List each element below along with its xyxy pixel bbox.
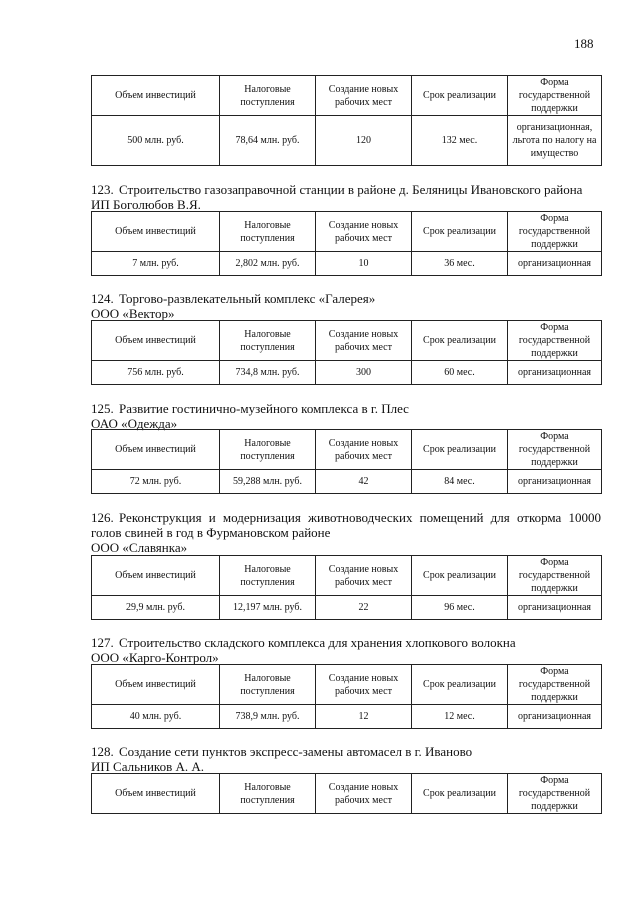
cell-jobs: 22 [316,596,412,620]
table-header-row [92,556,602,596]
project-company: ИП Сальников А. А. [91,759,204,774]
cell-term: 12 мес. [412,705,508,729]
table-header-row [92,665,602,705]
header-investment-volume: Объем инвестиций [92,321,220,361]
header-tax-revenue: Налоговые поступления [220,430,316,470]
cell-tax: 734,8 млн. руб. [220,361,316,385]
project-title: Строительство газозаправочной станции в районе д. Беляницы Ивановского района [119,182,583,197]
project-title: Развитие гостинично-музейного комплекса в г. Плес [119,401,409,416]
project-company: ООО «Карго-Контрол» [91,650,219,665]
project-title: Торгово-развлекательный комплекс «Галерея» [119,291,376,306]
header-tax-revenue: Налоговые поступления [220,556,316,596]
header-term: Срок реализации [412,430,508,470]
investment-table [91,664,602,729]
table-row [92,705,602,729]
cell-tax: 2,802 млн. руб. [220,252,316,276]
header-support-form: Форма государственной поддержки [508,774,602,814]
table-row [92,252,602,276]
header-support-form: Форма государственной поддержки [508,556,602,596]
header-tax-revenue: Налоговые поступления [220,321,316,361]
cell-tax: 78,64 млн. руб. [220,116,316,166]
cell-term: 36 мес. [412,252,508,276]
header-tax-revenue: Налоговые поступления [220,665,316,705]
header-new-jobs: Создание новых рабочих мест [316,321,412,361]
header-tax-revenue: Налоговые поступления [220,76,316,116]
cell-term: 96 мес. [412,596,508,620]
project-title: Реконструкция и модернизация животноводческих помещений для откорма 10000 [119,510,601,525]
project-number: 127. [91,635,114,650]
cell-jobs: 12 [316,705,412,729]
project-heading [91,182,601,212]
project-number: 128. [91,744,114,759]
investment-table [91,429,602,494]
cell-investment: 29,9 млн. руб. [92,596,220,620]
project-number: 126. [91,510,114,525]
investment-table [91,555,602,620]
header-new-jobs: Создание новых рабочих мест [316,212,412,252]
cell-jobs: 42 [316,470,412,494]
cell-investment: 500 млн. руб. [92,116,220,166]
project-number: 125. [91,401,114,416]
header-investment-volume: Объем инвестиций [92,556,220,596]
header-new-jobs: Создание новых рабочих мест [316,430,412,470]
cell-investment: 72 млн. руб. [92,470,220,494]
project-company: ОАО «Одежда» [91,416,178,431]
project-title: Строительство складского комплекса для хранения хлопкового волокна [119,635,516,650]
header-term: Срок реализации [412,774,508,814]
project-title-line2: голов свиней в год в Фурмановском районе [91,525,331,540]
table-row [92,361,602,385]
cell-support: организационная, льгота по налогу на имущество [508,116,602,166]
project-number: 123. [91,182,114,197]
cell-jobs: 10 [316,252,412,276]
cell-support: организационная [508,361,602,385]
header-support-form: Форма государственной поддержки [508,321,602,361]
cell-support: организационная [508,252,602,276]
project-heading [91,291,601,321]
table-row [92,470,602,494]
cell-term: 132 мес. [412,116,508,166]
cell-term: 84 мес. [412,470,508,494]
header-investment-volume: Объем инвестиций [92,774,220,814]
header-support-form: Форма государственной поддержки [508,212,602,252]
project-company: ООО «Славянка» [91,540,188,555]
cell-support: организационная [508,470,602,494]
cell-investment: 756 млн. руб. [92,361,220,385]
header-term: Срок реализации [412,665,508,705]
table-row [92,116,602,166]
header-investment-volume: Объем инвестиций [92,665,220,705]
header-term: Срок реализации [412,556,508,596]
cell-investment: 7 млн. руб. [92,252,220,276]
cell-support: организационная [508,705,602,729]
project-heading [91,510,601,555]
project-number: 124. [91,291,114,306]
cell-tax: 738,9 млн. руб. [220,705,316,729]
header-tax-revenue: Налоговые поступления [220,774,316,814]
header-support-form: Форма государственной поддержки [508,76,602,116]
investment-table-continued [91,75,602,166]
header-new-jobs: Создание новых рабочих мест [316,76,412,116]
header-term: Срок реализации [412,76,508,116]
table-header-row [92,76,602,116]
header-support-form: Форма государственной поддержки [508,430,602,470]
project-company: ООО «Вектор» [91,306,175,321]
cell-support: организационная [508,596,602,620]
header-investment-volume: Объем инвестиций [92,76,220,116]
project-company: ИП Боголюбов В.Я. [91,197,201,212]
table-header-row [92,212,602,252]
project-heading [91,744,601,774]
investment-table [91,211,602,276]
header-tax-revenue: Налоговые поступления [220,212,316,252]
header-new-jobs: Создание новых рабочих мест [316,774,412,814]
cell-jobs: 120 [316,116,412,166]
header-investment-volume: Объем инвестиций [92,212,220,252]
header-investment-volume: Объем инвестиций [92,430,220,470]
investment-table [91,320,602,385]
cell-jobs: 300 [316,361,412,385]
cell-tax: 59,288 млн. руб. [220,470,316,494]
table-header-row [92,774,602,814]
header-new-jobs: Создание новых рабочих мест [316,556,412,596]
page-number: 188 [574,36,594,51]
project-heading [91,635,601,665]
header-support-form: Форма государственной поддержки [508,665,602,705]
project-title: Создание сети пунктов экспресс-замены автомасел в г. Иваново [119,744,473,759]
project-heading [91,401,601,431]
table-header-row [92,321,602,361]
header-new-jobs: Создание новых рабочих мест [316,665,412,705]
header-term: Срок реализации [412,212,508,252]
investment-table [91,773,602,814]
cell-tax: 12,197 млн. руб. [220,596,316,620]
header-term: Срок реализации [412,321,508,361]
cell-investment: 40 млн. руб. [92,705,220,729]
table-row [92,596,602,620]
cell-term: 60 мес. [412,361,508,385]
table-header-row [92,430,602,470]
